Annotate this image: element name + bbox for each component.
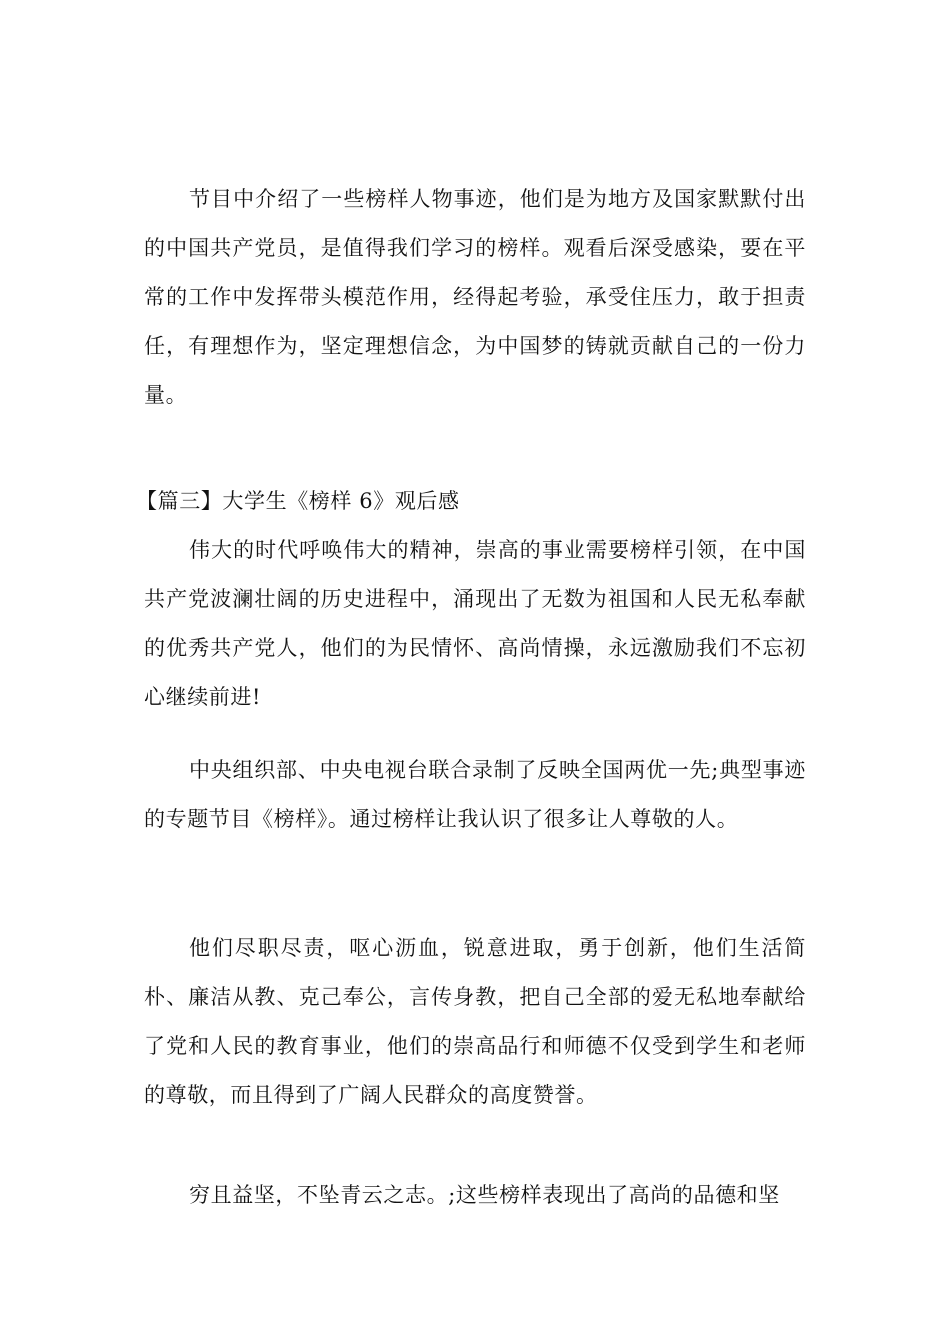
body-paragraph: 穷且益坚，不坠青云之志。;这些榜样表现出了高尚的品德和坚 (189, 1183, 780, 1207)
body-paragraph: 中央组织部、中央电视台联合录制了反映全国两优一先;典型事迹的专题节目《榜样》。通过榜样让我认识了很多让人尊敬的人。 (144, 758, 806, 831)
body-paragraph: 节目中介绍了一些榜样人物事迹，他们是为地方及国家默默付出的中国共产党员，是值得我们学习的榜样。观看后深受感染，要在平常的工作中发挥带头模范作用，经得起考验，承受住压力，敢于担责任，有理想作为，坚定理想信念，为中国梦的铸就贡献自己的一份力量。 (144, 187, 806, 407)
body-paragraph: 他们尽职尽责，呕心沥血，锐意进取，勇于创新，他们生活简朴、廉洁从教、克己奉公，言传身教，把自己全部的爱无私地奉献给了党和人民的教育事业，他们的崇高品行和师德不仅受到学生和老师的尊敬，而且得到了广阔人民群众的高度赞誉。 (144, 936, 806, 1107)
body-paragraph: 伟大的时代呼唤伟大的精神，崇高的事业需要榜样引领，在中国共产党波澜壮阔的历史进程中，涌现出了无数为祖国和人民无私奉献的优秀共产党人，他们的为民情怀、高尚情操，永远激励我们不忘初心继续前进! (144, 538, 806, 709)
section-heading: 【篇三】大学生《榜样 6》观后感 (136, 489, 460, 513)
document-page (136, 0, 806, 1344)
